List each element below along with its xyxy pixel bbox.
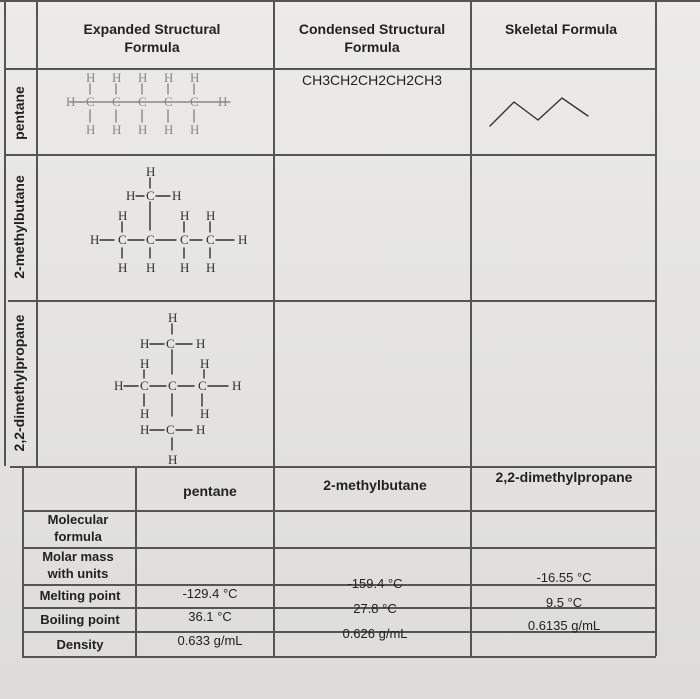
hydrogen-atom: H xyxy=(164,122,174,137)
2-methylbutane-boiling-point: 27.8 °C xyxy=(353,601,397,616)
carbon-atom: C xyxy=(180,232,189,247)
hydrogen-atom: H xyxy=(196,422,206,437)
col-header-pentane: pentane xyxy=(183,483,237,499)
hydrogen-atom: H xyxy=(206,260,216,275)
hydrogen-atom: H xyxy=(138,122,148,137)
grid-line xyxy=(8,300,656,302)
grid-line xyxy=(135,466,137,656)
grid-line xyxy=(4,0,6,466)
hydrogen-atom: H xyxy=(168,452,178,467)
row-label-density: Density xyxy=(56,637,104,652)
carbon-atom: C xyxy=(168,378,177,393)
2-2-dimethylpropane-boiling-point: 9.5 °C xyxy=(545,595,583,610)
hydrogen-atom: H xyxy=(180,208,190,223)
hydrogen-atom: H xyxy=(86,70,96,85)
hydrogen-atom: H xyxy=(200,406,210,421)
hydrogen-atom: H xyxy=(200,356,210,371)
col-header-2-methylbutane: 2-methylbutane xyxy=(323,477,427,493)
2-2-dimethylpropane-melting-point: -16.55 °C xyxy=(536,570,592,585)
2-methylbutane-expanded-structure xyxy=(84,160,269,290)
hydrogen-atom: H xyxy=(196,336,206,351)
carbon-atom: C xyxy=(166,422,175,437)
hydrogen-atom: H xyxy=(112,122,122,137)
hydrogen-atom: H xyxy=(118,260,128,275)
carbon-atom: C xyxy=(118,232,127,247)
2-2-dimethylpropane-density: 0.6135 g/mL xyxy=(527,618,601,633)
carbon-atom: C xyxy=(166,336,175,351)
carbon-atom: C xyxy=(206,232,215,247)
header-skeletal: Skeletal Formula xyxy=(504,21,618,37)
hydrogen-atom: H xyxy=(146,260,156,275)
hydrogen-atom: H xyxy=(118,208,128,223)
pentane-melting-point: -129.4 °C xyxy=(182,586,238,601)
hydrogen-atom: H xyxy=(126,188,136,203)
row-label-molar-mass: Molar mass with units xyxy=(42,549,114,581)
grid-line xyxy=(0,0,700,2)
row-label-2-methylbutane: 2-methylbutane xyxy=(11,175,27,279)
grid-line xyxy=(22,466,24,656)
col-header-2-2-dimethylpropane: 2,2-dimethylpropane xyxy=(495,469,633,485)
carbon-atom: C xyxy=(140,378,149,393)
row-label-2-2-dimethylpropane: 2,2-dimethylpropane xyxy=(11,314,27,452)
row-label-boiling-point: Boiling point xyxy=(40,612,120,627)
grid-line xyxy=(273,0,275,656)
hydrogen-atom: H xyxy=(218,94,228,109)
hydrogen-atom: H xyxy=(232,378,242,393)
hydrogen-atom: H xyxy=(114,378,124,393)
carbon-atom: C xyxy=(190,94,199,109)
row-label-molecular-formula: Molecular formula xyxy=(47,512,109,544)
grid-line xyxy=(655,0,657,656)
hydrogen-atom: H xyxy=(172,188,182,203)
hydrogen-atom: H xyxy=(140,336,150,351)
carbon-atom: C xyxy=(138,94,147,109)
hydrogen-atom: H xyxy=(206,208,216,223)
hydrogen-atom: H xyxy=(140,406,150,421)
2-methylbutane-density: 0.626 g/mL xyxy=(342,626,408,641)
carbon-atom: C xyxy=(146,188,155,203)
2-methylbutane-melting-point: -159.4 °C xyxy=(347,576,403,591)
row-label-pentane: pentane xyxy=(11,86,27,140)
hydrogen-atom: H xyxy=(238,232,248,247)
pentane-condensed-formula: CH3CH2CH2CH2CH3 xyxy=(301,72,443,88)
grid-line xyxy=(470,0,472,656)
hydrogen-atom: H xyxy=(140,422,150,437)
hydrogen-atom: H xyxy=(138,70,148,85)
hydrogen-atom: H xyxy=(112,70,122,85)
hydrogen-atom: H xyxy=(146,164,156,179)
carbon-atom: C xyxy=(86,94,95,109)
grid-line xyxy=(22,656,656,658)
carbon-atom: C xyxy=(198,378,207,393)
hydrogen-atom: H xyxy=(190,122,200,137)
carbon-atom: C xyxy=(146,232,155,247)
hydrogen-atom: H xyxy=(164,70,174,85)
grid-line xyxy=(36,0,38,466)
2-2-dimethylpropane-expanded-structure xyxy=(110,306,270,471)
carbon-atom: C xyxy=(112,94,121,109)
grid-line xyxy=(6,154,656,156)
hydrogen-atom: H xyxy=(190,70,200,85)
pentane-expanded-structure xyxy=(60,70,250,140)
pentane-skeletal-structure xyxy=(488,90,598,130)
row-label-melting-point: Melting point xyxy=(39,588,121,603)
header-condensed: Condensed Structural Formula xyxy=(298,21,446,55)
hydrogen-atom: H xyxy=(86,122,96,137)
pentane-boiling-point: 36.1 °C xyxy=(188,609,232,624)
hydrogen-atom: H xyxy=(180,260,190,275)
hydrogen-atom: H xyxy=(168,310,178,325)
hydrogen-atom: H xyxy=(140,356,150,371)
hydrogen-atom: H xyxy=(66,94,76,109)
carbon-atom: C xyxy=(164,94,173,109)
pentane-density: 0.633 g/mL xyxy=(177,633,243,648)
hydrogen-atom: H xyxy=(90,232,100,247)
header-expanded: Expanded Structural Formula xyxy=(83,21,221,55)
